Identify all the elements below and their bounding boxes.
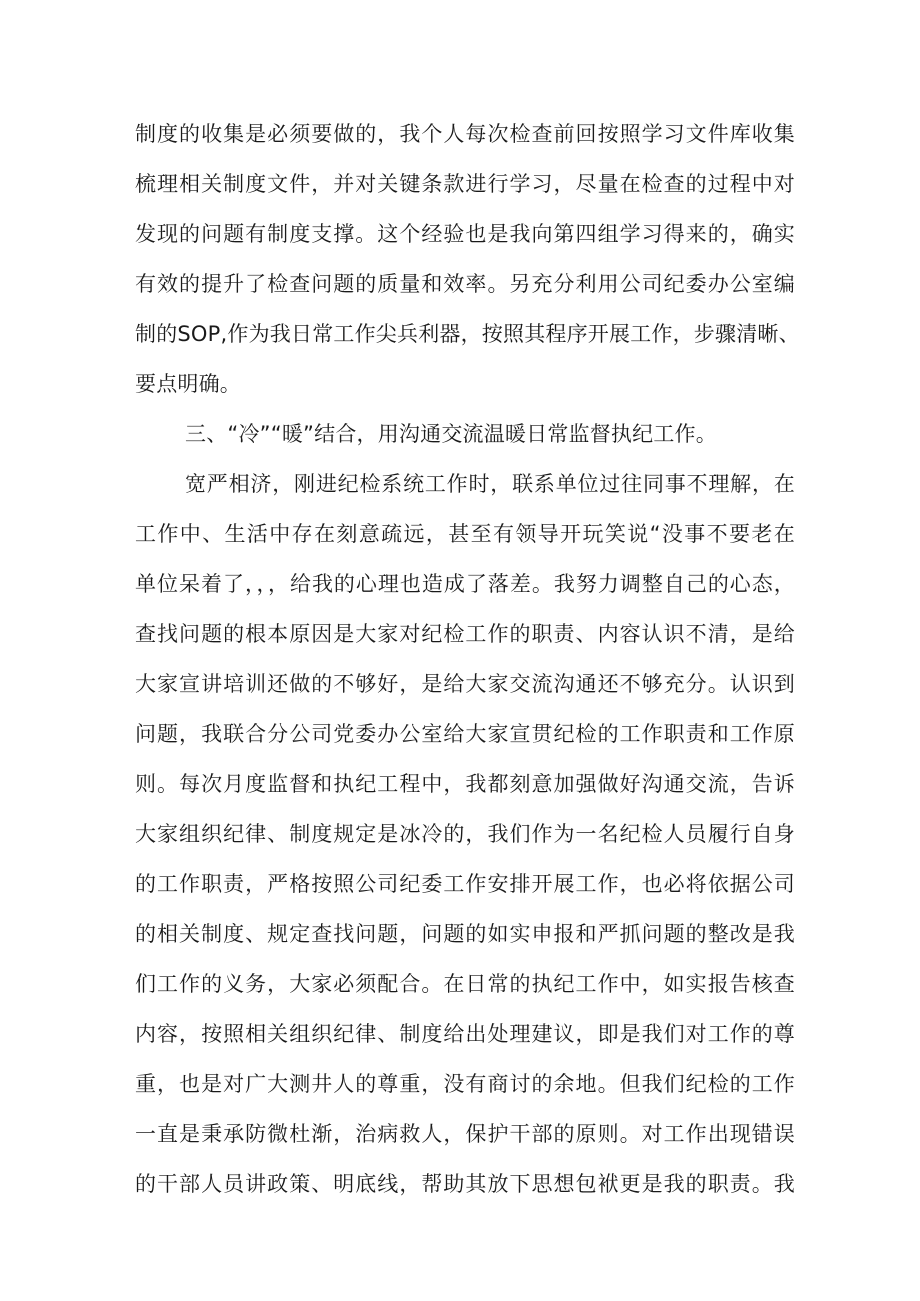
paragraph-2-line-7: 则。每次月度监督和执纪工程中，我都刻意加强做好沟通交流，告诉 [135,772,795,796]
paragraph-1-line-2: 梳理相关制度文件，并对关键条款进行学习，尽量在检查的过程中对 [135,172,795,196]
paragraph-2-line-14: 一直是秉承防微杜渐，治病救人，保护干部的原则。对工作出现错误 [135,1122,795,1146]
section-heading: 三、“冷”“暖”结合，用沟通交流温暖日常监督执纪工作。 [185,422,717,446]
paragraph-2-line-4: 查找问题的根本原因是大家对纪检工作的职责、内容认识不清，是给 [135,622,795,646]
paragraph-2-line-13: 重，也是对广大测井人的尊重，没有商讨的余地。但我们纪检的工作 [135,1072,795,1096]
paragraph-1-line-6: 要点明确。 [135,372,241,396]
paragraph-2-line-3: 单位呆着了，，，给我的心理也造成了落差。我努力调整自己的心态， [135,572,795,596]
paragraph-2-line-15: 的干部人员讲政策、明底线，帮助其放下思想包袱更是我的职责。我 [135,1172,795,1196]
paragraph-1-line-1: 制度的收集是必须要做的，我个人每次检查前回按照学习文件库收集 [135,122,795,146]
paragraph-2-line-11: 们工作的义务，大家必须配合。在日常的执纪工作中，如实报告核查 [135,972,795,996]
paragraph-1-line-4: 有效的提升了检查问题的质量和效率。另充分利用公司纪委办公室编 [135,272,795,296]
paragraph-2-line-8: 大家组织纪律、制度规定是冰冷的，我们作为一名纪检人员履行自身 [135,822,795,846]
paragraph-2-line-6: 问题，我联合分公司党委办公室给大家宣贯纪检的工作职责和工作原 [135,722,795,746]
paragraph-1-line-3: 发现的问题有制度支撑。这个经验也是我向第四组学习得来的，确实 [135,222,795,246]
paragraph-2-line-10: 的相关制度、规定查找问题，问题的如实申报和严抓问题的整改是我 [135,922,795,946]
paragraph-2-line-9: 的工作职责，严格按照公司纪委工作安排开展工作，也必将依据公司 [135,872,795,896]
paragraph-2-line-2: 工作中、生活中存在刻意疏远，甚至有领导开玩笑说“没事不要老在 [135,522,795,546]
paragraph-1-line-5: 制的SOP,作为我日常工作尖兵利器，按照其程序开展工作，步骤清晰、 [135,322,800,346]
paragraph-2-line-12: 内容，按照相关组织纪律、制度给出处理建议，即是我们对工作的尊 [135,1022,795,1046]
paragraph-2-line-1: 宽严相济，刚进纪检系统工作时，联系单位过往同事不理解，在 [185,472,795,496]
paragraph-2-line-5: 大家宣讲培训还做的不够好，是给大家交流沟通还不够充分。认识到 [135,672,795,696]
